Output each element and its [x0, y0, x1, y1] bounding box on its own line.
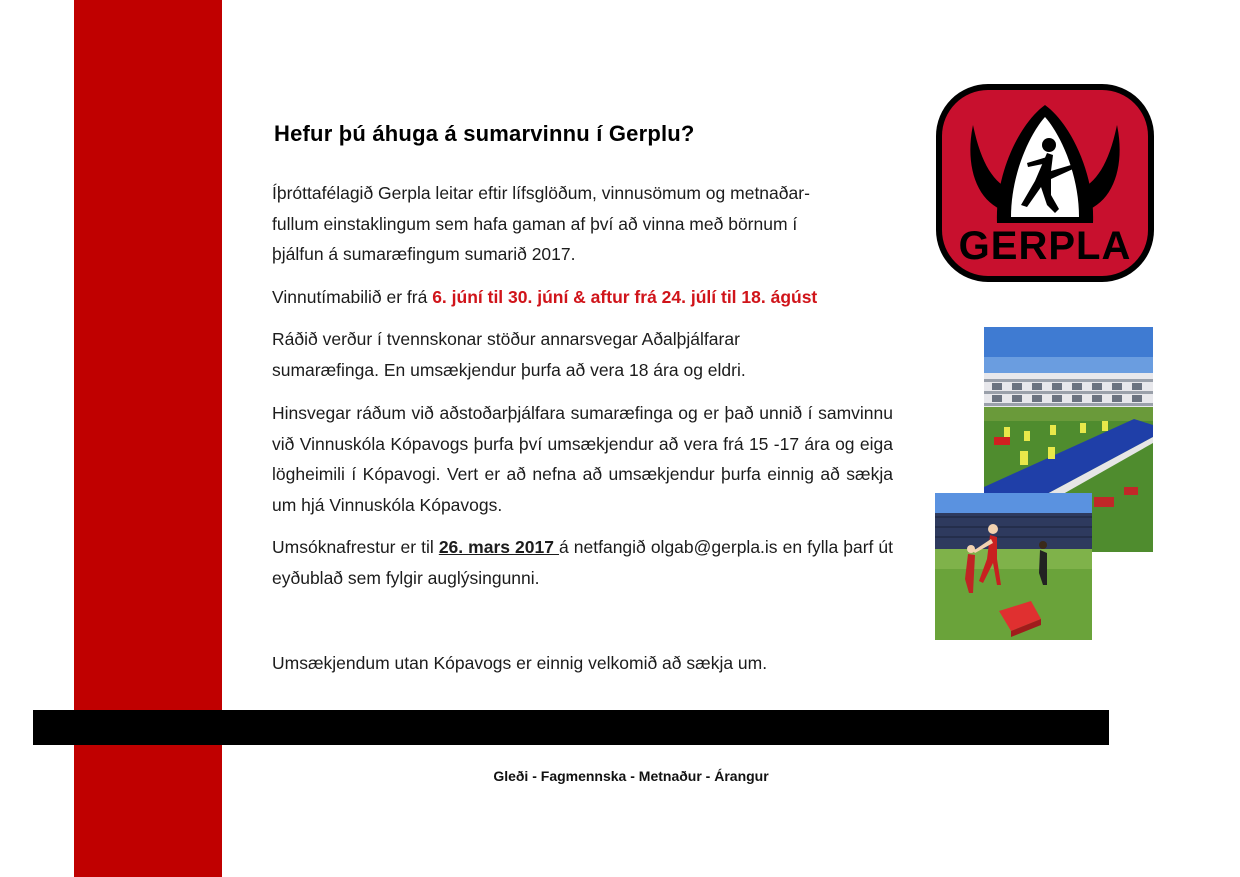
left-red-bar: [74, 0, 222, 877]
deadline-paragraph: [272, 532, 893, 593]
logo-text: GERPLA: [958, 224, 1132, 268]
intro-line-3: þjálfun á sumaræfingum sumarið 2017.: [272, 244, 576, 264]
outside-applicants-paragraph: Umsækjendum utan Kópavogs er einnig velkomið að sækja um.: [272, 653, 768, 673]
positions-line-2: sumaræfinga. En umsækjendur þurfa að vera 18 ára og eldri.: [272, 359, 746, 380]
work-period-dates: 6. júní til 30. júní & aftur frá 24. júlí til 18. ágúst: [432, 287, 818, 307]
deadline-date: 26. mars 2017: [438, 537, 560, 557]
positions-paragraph: [272, 324, 893, 385]
intro-line-2: fullum einstaklingum sem hafa gaman af því að vinna með börnum í: [272, 213, 798, 234]
deadline-prefix: Umsóknafrestur er til: [272, 537, 439, 557]
gerpla-logo: [935, 83, 1155, 283]
assistant-coaches-paragraph: Hinsvegar ráðum við aðstoðarþjálfara sumaræfinga og er það unnið í samvinnu við Vinnuskóla Kópavogs þurfa því umsækjendur að vera frá 15 -17 ára og eiga lögheimili í Kópavogi. Vert er að nefna að umsækjendur þurfa einnig að sækja um hjá Vinnuskóla Kópavogs.: [272, 403, 893, 515]
motto: Gleði - Fagmennska - Metnaður - Árangur: [493, 768, 769, 784]
intro-line-1: Íþróttafélagið Gerpla leitar eftir lífsglöðum, vinnusömum og metnaðar-: [272, 183, 810, 203]
intro-paragraph: [272, 178, 893, 270]
photo-kids-jumping: [935, 493, 1092, 640]
work-period-prefix: Vinnutímabilið er frá: [272, 287, 433, 307]
work-period-paragraph: [272, 282, 893, 313]
black-band: [33, 710, 1109, 745]
positions-line-1: Ráðið verður í tvennskonar stöður annarsvegar Aðalþjálfarar: [272, 329, 740, 349]
page-title: Hefur þú áhuga á sumarvinnu í Gerplu?: [274, 121, 695, 146]
deadline-suffix: á netfangið olgab@gerpla.is en fylla þarf út eyðublað sem fylgir auglýsingunni.: [272, 537, 894, 588]
